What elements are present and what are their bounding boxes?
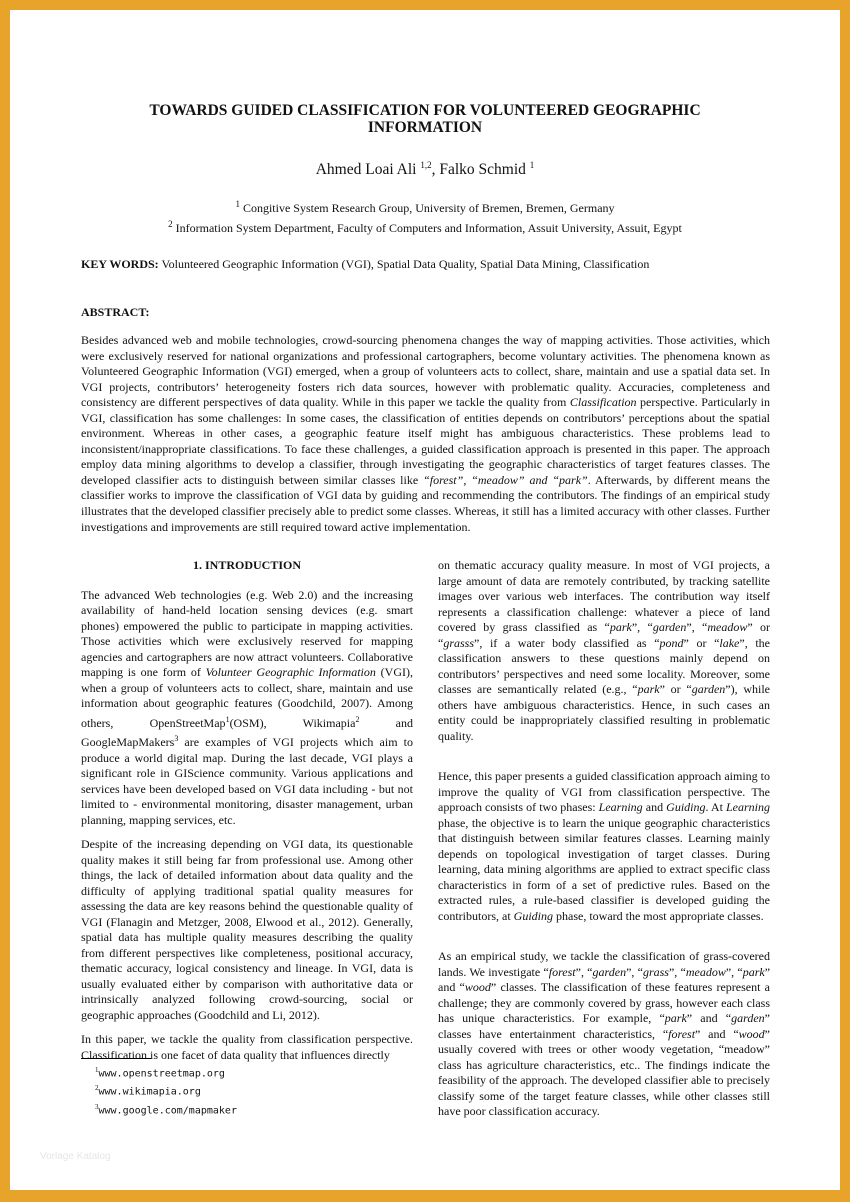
emphasis: forest: [548, 964, 576, 979]
emphasis: wood: [738, 1026, 765, 1041]
paragraph: Despite of the increasing depending on VGI data, its questionable quality makes it still being far from professional use. Among other things, the lack of detailed information about data quality and the difficulty of applying traditional spatial quality measures for assessing the data are key reasons behind the questionable quality of VGI (Flanagin and Metzger, 2008, Elwood et al., 2012). Generally, spatial data has multiple quality measures describing the quality from different perspectives like completeness, positional accuracy, thematic accuracy, logical consistency and lineage. In VGI, data is usually evaluated either by comparison with authoritative data or intrinsically analyzed following crowd-sourcing, social or geographic approaches (Goodchild and Li, 2012).: [81, 837, 413, 1022]
emphasis: meadow: [707, 620, 748, 634]
paragraph: [438, 558, 770, 744]
text-run: ”, “: [725, 964, 743, 979]
text-run: The advanced Web technologies (e.g. Web 2.0) and the increasing availability of hand-held location sensing devices (e.g. smart phones) empowered the public to participate in mapping activities. Those activities which were exclusively reserved for mapping agencies and cartographers are now attract volunteers. Collaborative mapping is one form of: [81, 587, 413, 679]
footnote: [95, 1100, 237, 1118]
text-run: phase, the objective is to learn the unique geographic characteristics that distinguish between similar features classes. Learning mainly depends on topological investigation of target classes. During learning, data mining algorithms are applied to extract specific class characteristics in form of a set of predictive rules. Based on the extracted rules, a rule-based classifier is developed guiding the contributors, at: [438, 815, 770, 923]
text-run: (OSM), Wikimapia: [229, 715, 356, 730]
text-run: ” classes have entertainment characteristics, “: [438, 1011, 770, 1041]
affiliation-marker: 1: [529, 160, 535, 170]
text-run: ”, “: [626, 964, 643, 979]
footnote-rule: [81, 1058, 151, 1059]
text-run: on thematic accuracy quality measure. In most of VGI projects, a large amount of data are remotely contributed, by tracking satellite images over various web interfaces. The contribution way itself represents a classification challenge: whatever a piece of land covered by grass classified as “: [438, 558, 770, 634]
text-run: ” or “: [659, 682, 692, 696]
text-run: As an empirical study, we tackle the classification of grass-covered lands. We investigate “: [438, 949, 770, 979]
watermark: Vorlage Katalog: [40, 1151, 111, 1162]
emphasis: Guiding: [513, 908, 553, 923]
text-run: ” or “: [438, 620, 770, 650]
title-line: INFORMATION: [367, 119, 483, 136]
footnote-link[interactable]: www.wikimapia.org: [98, 1086, 201, 1098]
footnote-marker: 3: [174, 734, 179, 743]
emphasis: garden: [592, 964, 627, 979]
footnote: [95, 1063, 237, 1081]
emphasis: lake: [719, 635, 740, 650]
text-run: ” and “: [686, 1011, 732, 1025]
text-run: are examples of VGI projects which aim to produce a world digital map. During the last decade, VGI plays a significant role in GIScience community. Various applications and services have been developed based on VGI data including - but not limited to - environmental monitoring, disaster management, urban planning, mapping services, etc.: [81, 735, 413, 827]
footnote: [95, 1081, 237, 1099]
emphasis: garden: [731, 1011, 765, 1025]
keywords-text: Volunteered Geographic Information (VGI), Spatial Data Quality, Spatial Data Mining, Classification: [161, 257, 650, 271]
text-run: ”, “: [575, 964, 593, 979]
emphasis: park: [742, 964, 765, 979]
footnote-number: 3: [95, 1102, 99, 1111]
text-run: and: [642, 800, 667, 814]
emphasis: park: [609, 620, 632, 634]
paragraph: In this paper, we tackle the quality from classification perspective. Classification is one facet of data quality that influences directly: [81, 1032, 413, 1062]
footnote-number: 1: [95, 1066, 99, 1074]
emphasis: grass: [642, 964, 669, 979]
footnote-marker: 2: [355, 714, 360, 724]
text-run: ”), while others have ambiguous characteristics. Hence, in such cases an entity could be inappropriately classified resulting in problematic quality.: [438, 682, 770, 743]
paragraph: [438, 949, 770, 1120]
footnote-link[interactable]: www.google.com/mapmaker: [98, 1104, 237, 1116]
text-run: . At: [705, 800, 726, 814]
affiliations: [80, 196, 770, 236]
footnote-marker: 1: [225, 714, 230, 724]
keywords-label: KEY WORDS:: [81, 257, 159, 271]
affiliation-marker: 1,2: [420, 160, 432, 170]
paragraph: [438, 769, 770, 924]
text-run: ”, “: [686, 620, 708, 634]
emphasis: wood: [464, 980, 491, 994]
text-run: ” and “: [438, 964, 771, 994]
affiliation-text: Information System Department, Faculty of Computers and Information, Assuit University, Assuit, Egypt: [175, 221, 682, 235]
footnote-link[interactable]: www.openstreetmap.org: [98, 1068, 225, 1080]
paper-title: [80, 102, 770, 136]
text-run: phase, toward the most appropriate classes.: [553, 908, 764, 923]
abstract-heading: ABSTRACT:: [81, 305, 150, 319]
affiliation: [80, 216, 770, 236]
emphasis: meadow: [685, 964, 726, 979]
right-column: [438, 558, 770, 1120]
left-column: [81, 558, 413, 1063]
footnotes: [95, 1063, 237, 1118]
abstract-text: [81, 333, 770, 535]
emphasis: Learning: [598, 800, 643, 814]
text-run: (VGI), when a group of volunteers acts to collect, share, maintain and use information about geographic features (Goodchild, 2007). Among others, OpenStreetMap: [81, 665, 413, 730]
emphasis: Guiding: [666, 800, 706, 814]
text-run: perspective. Particularly in VGI, classification has some challenges: In some cases, the classification of entities depends on contributors’ perceptions about the spatial environment. Whereas in other cases, a geographic feature itself might has ambiguous characteristics. These problems lead to inconsistent/inappropriate classifications. To face these challenges, a guided classification approach is presented in this paper. The approach employ data mining algorithms to develop a classifier, through investigating the geographic characteristics of target features classes. The developed classifier acts to distinguish between similar classes like: [81, 395, 771, 487]
footnote-number: 2: [95, 1084, 99, 1093]
text-run: ”, if a water body classified as “: [474, 635, 660, 650]
text-run: ” or “: [683, 635, 720, 650]
affiliation-number: 1: [235, 199, 240, 209]
emphasis: park: [664, 1011, 687, 1025]
emphasis: park: [637, 682, 660, 696]
title-line: TOWARDS GUIDED CLASSIFICATION FOR VOLUNTEERED GEOGRAPHIC: [149, 102, 701, 119]
text-run: ”, “: [631, 620, 653, 634]
emphasis: Volunteer Geographic Information: [205, 665, 376, 679]
text-run: Besides advanced web and mobile technologies, crowd-sourcing phenomena changes the way of mapping activities. Those activities, which were exclusively reserved for national organizations and professional cartographers, become voluntary activities. The phenomena known as Volunteered Geographic Information (VGI) emerged, when a group of volunteers acts to collect, share, maintain and use a spatial data set. In VGI projects, contributors’ heterogeneity fosters rich data sources, however with problematic quality. Accuracies, completeness and consistency are different perspectives of data quality. While in this paper we tackle the quality from: [81, 333, 770, 410]
emphasis: “forest”, “meadow” and “park”: [423, 472, 588, 487]
text-run: . Afterwards, by different means the classifier works to improve the classification of VGI data by guiding and recommending the contributors. The findings of an empirical study illustrates that the developed classifier precisely able to predict some classes. Whereas, it still has a limited accuracy with other classes. Further investigations and improvements are still required toward active implementation.: [81, 472, 770, 534]
emphasis: Classification: [569, 395, 637, 410]
author-list: [80, 160, 770, 179]
affiliation: [80, 196, 770, 216]
text-run: ” usually covered with trees or other woody vegetation, “meadow” class has agriculture characteristics, etc.. The findings indicate the feasibility of the approach. The developed classifier able to precisely classify some of the target feature classes, while other classes still have poor classification accuracy.: [438, 1026, 770, 1118]
affiliation-text: Congitive System Research Group, University of Bremen, Bremen, Germany: [242, 201, 615, 215]
author-name: , Falko Schmid: [431, 161, 526, 179]
emphasis: Learning: [725, 800, 770, 814]
text-run: Hence, this paper presents a guided classification approach aiming to improve the quality of VGI from classification perspective. The approach consists of two phases:: [438, 769, 770, 814]
text-run: ”, the classification answers to these questions mainly depend on contributors’ perspectives and need some locality. Moreover, some classes are semantically related (e.g., “: [438, 635, 770, 696]
text-run: ”, “: [668, 964, 686, 979]
paragraph: [81, 588, 413, 829]
emphasis: garden: [691, 682, 726, 696]
emphasis: grasss: [443, 635, 475, 650]
section-heading: 1. INTRODUCTION: [192, 558, 301, 572]
keywords: [81, 257, 771, 272]
affiliation-number: 2: [168, 219, 173, 229]
emphasis: garden: [652, 620, 687, 634]
emphasis: forest: [668, 1026, 696, 1041]
emphasis: pond: [659, 635, 684, 650]
author-name: Ahmed Loai Ali: [315, 161, 417, 179]
text-run: ” and “: [695, 1026, 739, 1041]
text-run: ” classes. The classification of these features represent a challenge; they are commonly covered by grass, however each class has unique characteristics. For example, “: [438, 980, 770, 1025]
text-run: and GoogleMapMakers: [81, 715, 414, 749]
